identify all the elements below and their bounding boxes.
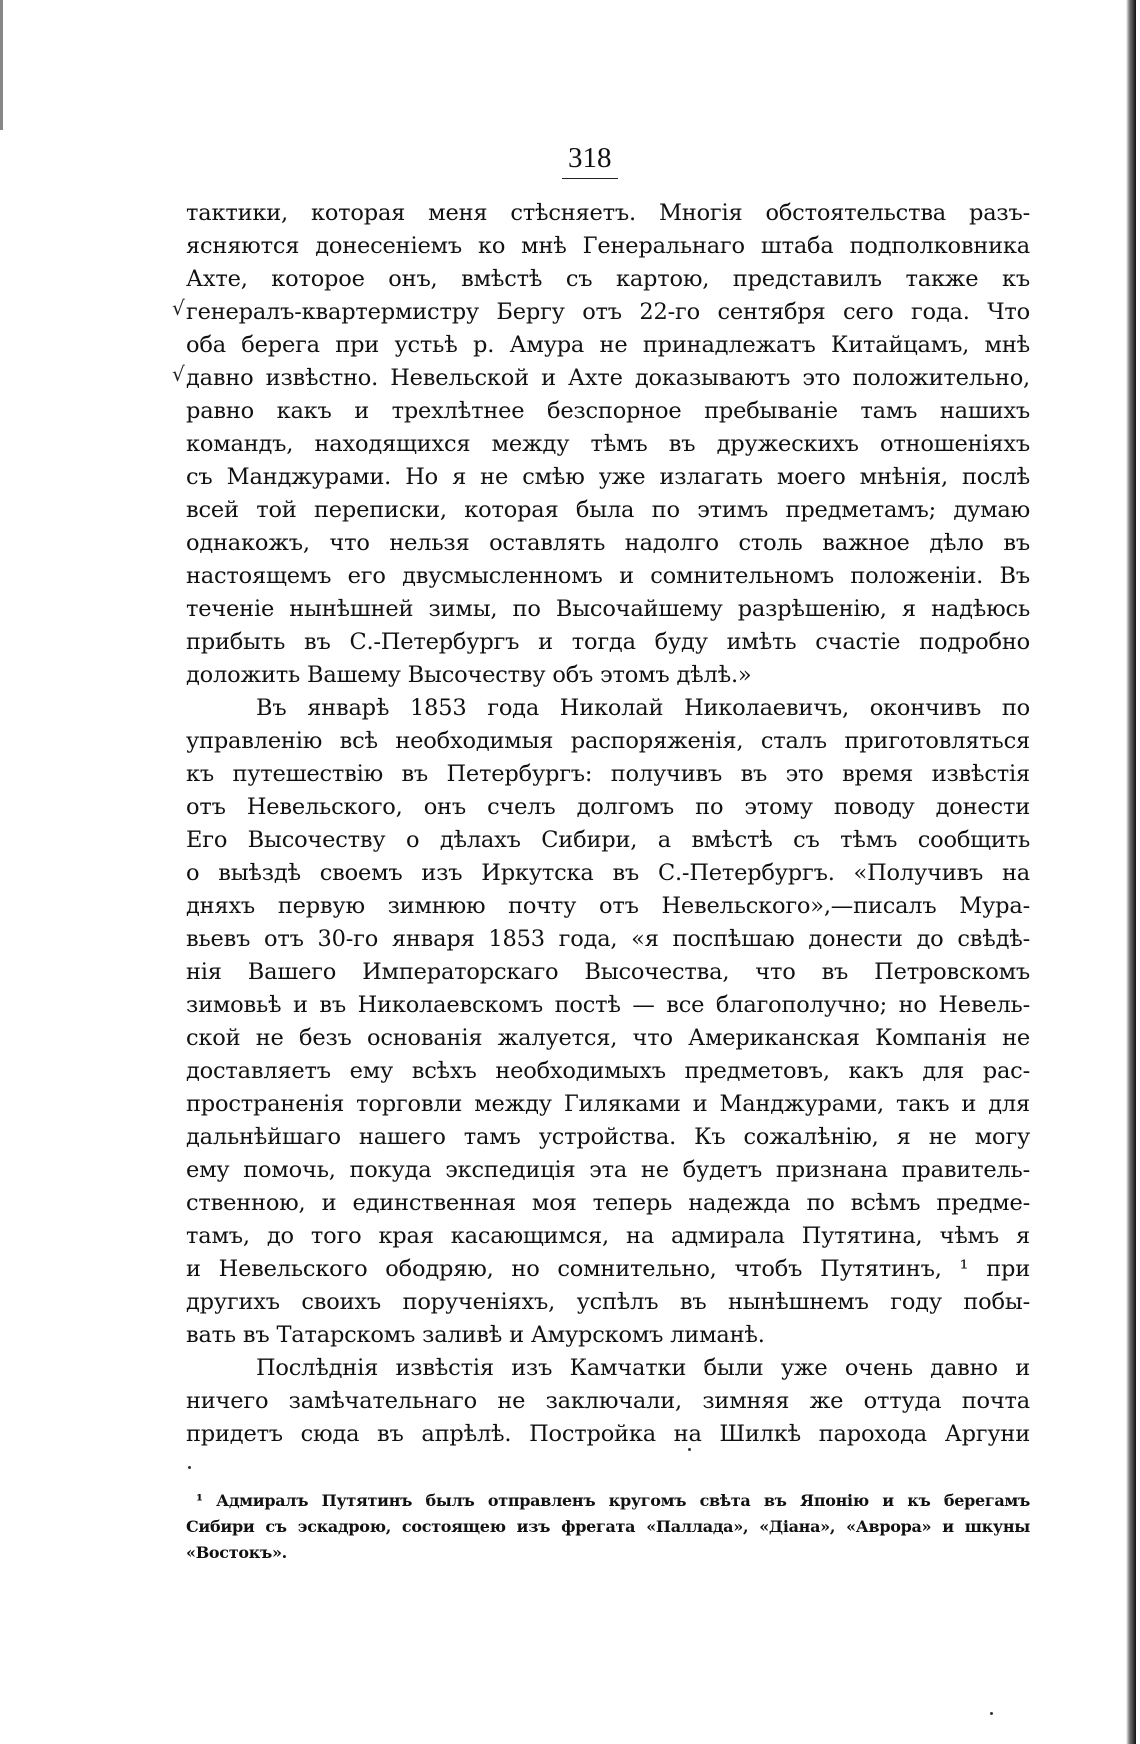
text-line: управленію всѣ необходимыя распоряженія, сталъ приготовляться [186, 728, 1030, 754]
text-line: дальнѣйшаго нашего тамъ устройства. Къ сожалѣнію, я не могу [186, 1124, 1030, 1150]
paragraph-first-line: Послѣднія извѣстія изъ Камчатки были уже очень давно и [256, 1355, 1030, 1381]
text-line: Его Высочеству о дѣлахъ Сибири, а вмѣстѣ съ тѣмъ сообщить [186, 827, 1030, 853]
text-line: командъ, находящихся между тѣмъ въ дружескихъ отношеніяхъ [186, 431, 1030, 457]
page-edge-left [0, 0, 3, 130]
page-number-value: 318 [562, 140, 618, 179]
text-line: дняхъ первую зимнюю почту отъ Невельского»,—писалъ Мура- [186, 893, 1030, 919]
text-line: настоящемъ его двусмысленномъ и сомнительномъ положеніи. Въ [186, 563, 1030, 589]
footnote-line: ¹ Адмиралъ Путятинъ былъ отправленъ кругомъ свѣта въ Японію и къ берегамъ [196, 1491, 1030, 1510]
print-speck [688, 1448, 691, 1451]
text-line: о выѣздѣ своемъ изъ Иркутска въ С.-Петербургъ. «Получивъ на [186, 860, 1030, 886]
text-line: отъ Невельского, онъ счелъ долгомъ по этому поводу донести [186, 794, 1030, 820]
text-line: нія Вашего Императорскаго Высочества, что въ Петровскомъ [186, 959, 1030, 985]
text-line: давно извѣстно. Невельской и Ахте доказываютъ это положительно, [186, 365, 1030, 391]
text-line: ской не безъ основанія жалуется, что Американская Компанія не [186, 1025, 1030, 1051]
text-line: вать въ Татарскомъ заливѣ и Амурскомъ лиманѣ. [186, 1322, 765, 1348]
margin-check-mark: √ [172, 362, 185, 386]
footnote [186, 1488, 1030, 1566]
text-line: оба берега при устьѣ р. Амура не принадлежатъ Китайцамъ, мнѣ [186, 332, 1030, 358]
text-line: вьевъ отъ 30-го января 1853 года, «я поспѣшаю донести до свѣдѣ- [186, 926, 1030, 952]
text-line: зимовьѣ и въ Николаевскомъ постѣ — все благополучно; но Невель- [186, 992, 1030, 1018]
page-edge-right [1126, 0, 1136, 1744]
text-line: ему помочь, покуда экспедиція эта не будетъ признана правитель- [186, 1157, 1030, 1183]
text-line: пространенія торговли между Гиляками и Манджурами, такъ и для [186, 1091, 1030, 1117]
text-line: тактики, которая меня стѣсняетъ. Многія обстоятельства разъ- [186, 200, 1030, 226]
text-line: съ Манджурами. Но я не смѣю уже излагать моего мнѣнія, послѣ [186, 464, 1030, 490]
text-line: генералъ-квартермистру Бергу отъ 22-го сентября сего года. Что [186, 299, 1030, 325]
text-line: прибыть въ С.-Петербургъ и тогда буду имѣть счастіе подробно [186, 629, 1030, 655]
print-speck [188, 1466, 191, 1469]
print-speck [990, 1712, 993, 1715]
margin-check-mark: √ [172, 296, 185, 320]
text-line: другихъ своихъ порученіяхъ, успѣлъ въ нынѣшнемъ году побы- [186, 1289, 1030, 1315]
text-line: ничего замѣчательнаго не заключали, зимняя же оттуда почта [186, 1388, 1030, 1414]
footnote-line: «Востокъ». [186, 1543, 287, 1562]
footnote-line: Сибири съ эскадрою, состоящею изъ фрегата «Паллада», «Діана», «Аврора» и шкуны [186, 1517, 1030, 1536]
text-line: Ахте, которое онъ, вмѣстѣ съ картою, представилъ также къ [186, 266, 1030, 292]
text-line: придетъ сюда въ апрѣлѣ. Постройка на Шилкѣ парохода Аргуни [186, 1421, 1030, 1447]
text-line: равно какъ и трехлѣтнее безспорное пребываніе тамъ нашихъ [186, 398, 1030, 424]
body-text [186, 197, 1030, 1451]
paragraph-first-line: Въ январѣ 1853 года Николай Николаевичъ, окончивъ по [256, 695, 1030, 721]
text-line: однакожъ, что нельзя оставлять надолго столь важное дѣло въ [186, 530, 1030, 556]
text-line: ственною, и единственная моя теперь надежда по всѣмъ предме- [186, 1190, 1030, 1216]
text-line: тамъ, до того края касающимся, на адмирала Путятина, чѣмъ я [186, 1223, 1030, 1249]
text-line: ясняются донесеніемъ ко мнѣ Генеральнаго штаба подполковника [186, 233, 1030, 259]
text-line: къ путешествію въ Петербургъ: получивъ въ это время извѣстія [186, 761, 1030, 787]
text-line: всей той переписки, которая была по этимъ предметамъ; думаю [186, 497, 1030, 523]
text-line: доставляетъ ему всѣхъ необходимыхъ предметовъ, какъ для рас- [186, 1058, 1030, 1084]
text-line: доложить Вашему Высочеству объ этомъ дѣлѣ.» [186, 662, 752, 688]
text-line: и Невельского ободряю, но сомнительно, чтобъ Путятинъ, ¹ при [186, 1256, 1030, 1282]
text-line: теченіе нынѣшней зимы, по Высочайшему разрѣшенію, я надѣюсь [186, 596, 1030, 622]
page-number [560, 140, 700, 179]
